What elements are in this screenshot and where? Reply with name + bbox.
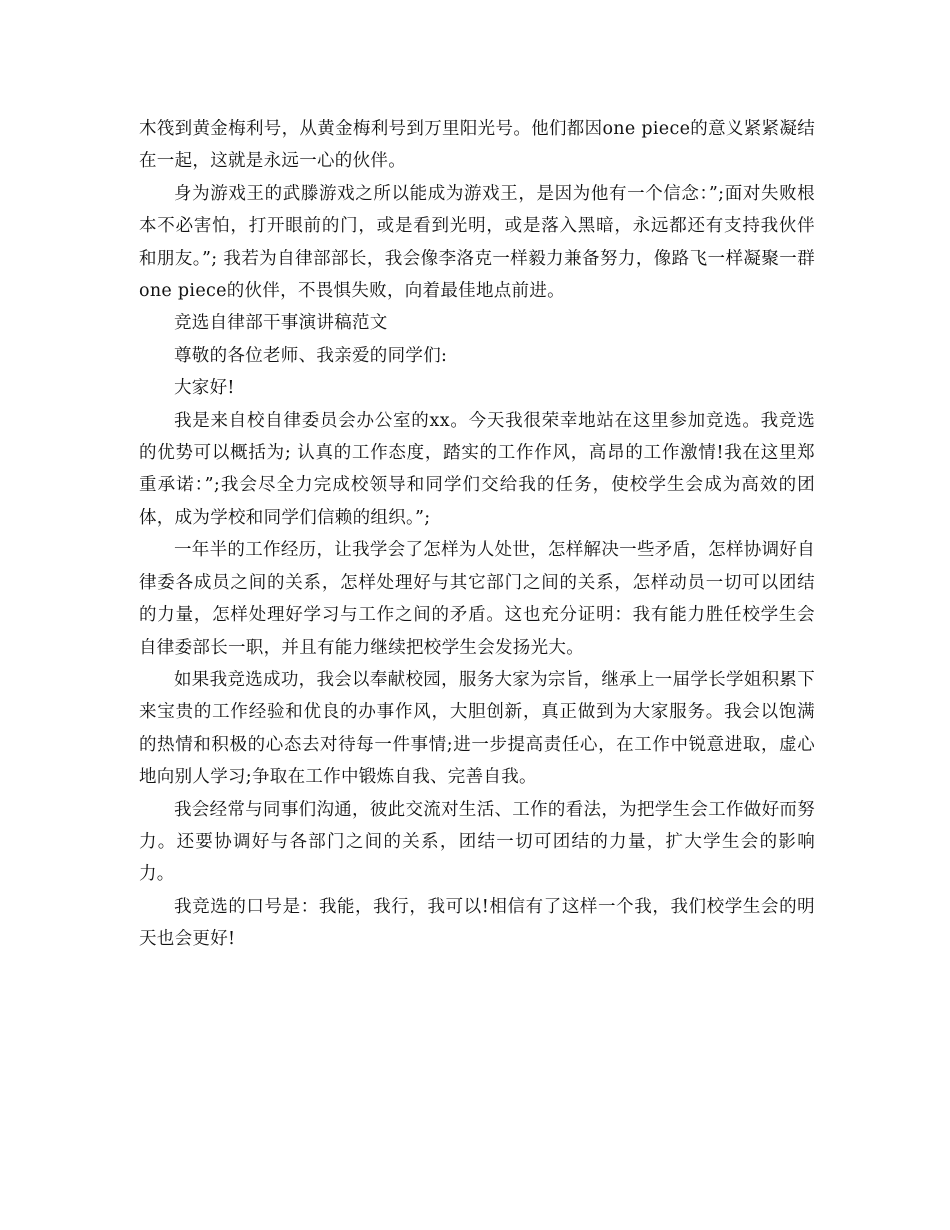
document-body [139,113,815,956]
paragraph-introduction: 我是来自校自律委员会办公室的xx。今天我很荣幸地站在这里参加竞选。我竞选的优势可以概括为; 认真的工作态度，踏实的工作作风，高昂的工作激情!我在这里郑重承诺：”;我会尽全力完成校领导和同学们交给我的任务，使校学生会成为高效的团体，成为学校和同学们信赖的组织。”; [139,410,815,528]
paragraph-plan: 如果我竞选成功，我会以奉献校园，服务大家为宗旨，继承上一届学长学姐积累下来宝贵的工作经验和优良的办事作风，大胆创新，真正做到为大家服务。我会以饱满的热情和积极的心态去对待每一件事情;进一步提高责任心，在工作中锐意进取，虚心地向别人学习;争取在工作中锻炼自我、完善自我。 [139,669,815,788]
paragraph-slogan: 我竞选的口号是：我能，我行，我可以!相信有了这样一个我，我们校学生会的明天也会更好! [139,896,815,950]
section-title: 竞选自律部干事演讲稿范文 [174,313,388,334]
paragraph-yugioh: 身为游戏王的武滕游戏之所以能成为游戏王，是因为他有一个信念：”;面对失败根本不必害怕，打开眼前的门，或是看到光明，或是落入黑暗，永远都还有支持我伙伴和朋友。”; 我若为自律部部长，我会像李洛克一样毅力兼备努力，像路飞一样凝聚一群one piece的伙伴，不畏惧失败，向着最佳地点前进。 [139,183,815,302]
paragraph-continuation: 木筏到黄金梅利号，从黄金梅利号到万里阳光号。他们都因one piece的意义紧紧凝结在一起，这就是永远一心的伙伴。 [139,119,815,172]
salutation: 尊敬的各位老师、我亲爱的同学们: [174,345,448,366]
paragraph-communication: 我会经常与同事们沟通，彼此交流对生活、工作的看法，为把学生会工作做好而努力。还要协调好与各部门之间的关系，团结一切可团结的力量，扩大学生会的影响力。 [139,799,815,885]
greeting: 大家好! [174,378,235,399]
paragraph-experience: 一年半的工作经历，让我学会了怎样为人处世，怎样解决一些矛盾，怎样协调好自律委各成员之间的关系，怎样处理好与其它部门之间的关系，怎样动员一切可以团结的力量，怎样处理好学习与工作之间的矛盾。这也充分证明：我有能力胜任校学生会自律委部长一职，并且有能力继续把校学生会发扬光大。 [139,540,815,658]
